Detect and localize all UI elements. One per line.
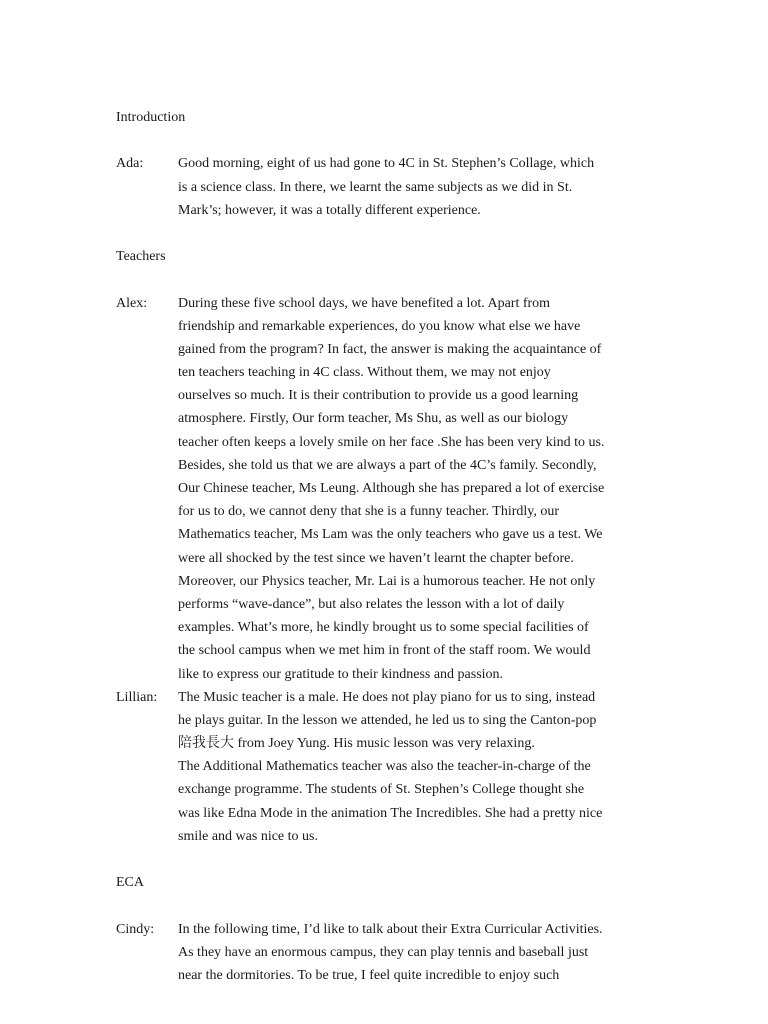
text-line: Besides, she told us that we are always a part of the 4C’s family. Secondly, — [178, 457, 597, 473]
text-line: like to express our gratitude to their kindness and passion. — [178, 666, 504, 682]
spacer — [116, 268, 656, 291]
text-line: was like Edna Mode in the animation The Incredibles. She had a pretty nice — [178, 805, 603, 821]
speaker-label-cindy: Cindy: — [116, 921, 155, 937]
speech-ada — [116, 152, 656, 222]
spacer — [116, 848, 656, 871]
speech-text-ada — [178, 152, 656, 222]
speaker-label-ada: Ada: — [116, 156, 144, 172]
text-line: As they have an enormous campus, they can play tennis and baseball just — [178, 944, 589, 960]
text-line: exchange programme. The students of St. Stephen’s College thought she — [178, 782, 585, 798]
text-line: is a science class. In there, we learnt the same subjects as we did in St. — [178, 179, 573, 195]
text-line: Good morning, eight of us had gone to 4C in St. Stephen’s Collage, which — [178, 156, 595, 172]
speech-alex — [116, 292, 656, 686]
text-line: Mathematics teacher, Ms Lam was the only teachers who gave us a test. We — [178, 527, 603, 543]
section-heading-eca: ECA — [116, 875, 144, 891]
text-line: were all shocked by the test since we haven’t learnt the chapter before. — [178, 550, 574, 566]
text-line: performs “wave-dance”, but also relates the lesson with a lot of daily — [178, 596, 565, 612]
text-line: the school campus when we met him in front of the staff room. We would — [178, 643, 591, 659]
speaker-label-alex: Alex: — [116, 295, 148, 311]
text-line: In the following time, I’d like to talk about their Extra Curricular Activities. — [178, 921, 603, 937]
text-line: teacher often keeps a lovely smile on her face .She has been very kind to us. — [178, 434, 605, 450]
text-line: Mark’s; however, it was a totally different experience. — [178, 202, 481, 218]
text-line: ten teachers teaching in 4C class. Without them, we may not enjoy — [178, 365, 551, 381]
text-line: During these five school days, we have benefited a lot. Apart from — [178, 295, 551, 311]
speech-text-cindy — [178, 918, 656, 988]
text-line: 陪我長大 from Joey Yung. His music lesson was very relaxing. — [178, 736, 535, 752]
section-heading-introduction: Introduction — [116, 110, 186, 125]
text-line: The Music teacher is a male. He does not play piano for us to sing, instead — [178, 689, 596, 705]
text-line: smile and was nice to us. — [178, 828, 318, 844]
spacer — [116, 894, 656, 917]
text-line: Our Chinese teacher, Ms Leung. Although she has prepared a lot of exercise — [178, 481, 605, 496]
text-line: Moreover, our Physics teacher, Mr. Lai is a humorous teacher. He not only — [178, 573, 596, 589]
document-page — [116, 106, 656, 987]
spacer — [116, 222, 656, 245]
text-line: gained from the program? In fact, the answer is making the acquaintance of — [178, 341, 602, 357]
text-line: friendship and remarkable experiences, do you know what else we have — [178, 318, 581, 334]
text-line: examples. What’s more, he kindly brought us to some special facilities of — [178, 620, 589, 636]
text-line: The Additional Mathematics teacher was also the teacher-in-charge of the — [178, 759, 591, 775]
speech-text-lillian — [178, 686, 656, 848]
speech-cindy — [116, 918, 656, 988]
spacer — [116, 129, 656, 152]
section-heading-teachers: Teachers — [116, 249, 166, 265]
text-line: for us to do, we cannot deny that she is a funny teacher. Thirdly, our — [178, 504, 560, 520]
speech-lillian — [116, 686, 656, 848]
speaker-label-lillian: Lillian: — [116, 689, 158, 705]
text-line: ourselves so much. It is their contribution to provide us a good learning — [178, 388, 579, 404]
text-line: atmosphere. Firstly, Our form teacher, Ms Shu, as well as our biology — [178, 411, 569, 427]
text-line: he plays guitar. In the lesson we attended, he led us to sing the Canton-pop — [178, 712, 597, 728]
text-line: near the dormitories. To be true, I feel quite incredible to enjoy such — [178, 967, 560, 983]
speech-text-alex — [178, 292, 656, 686]
